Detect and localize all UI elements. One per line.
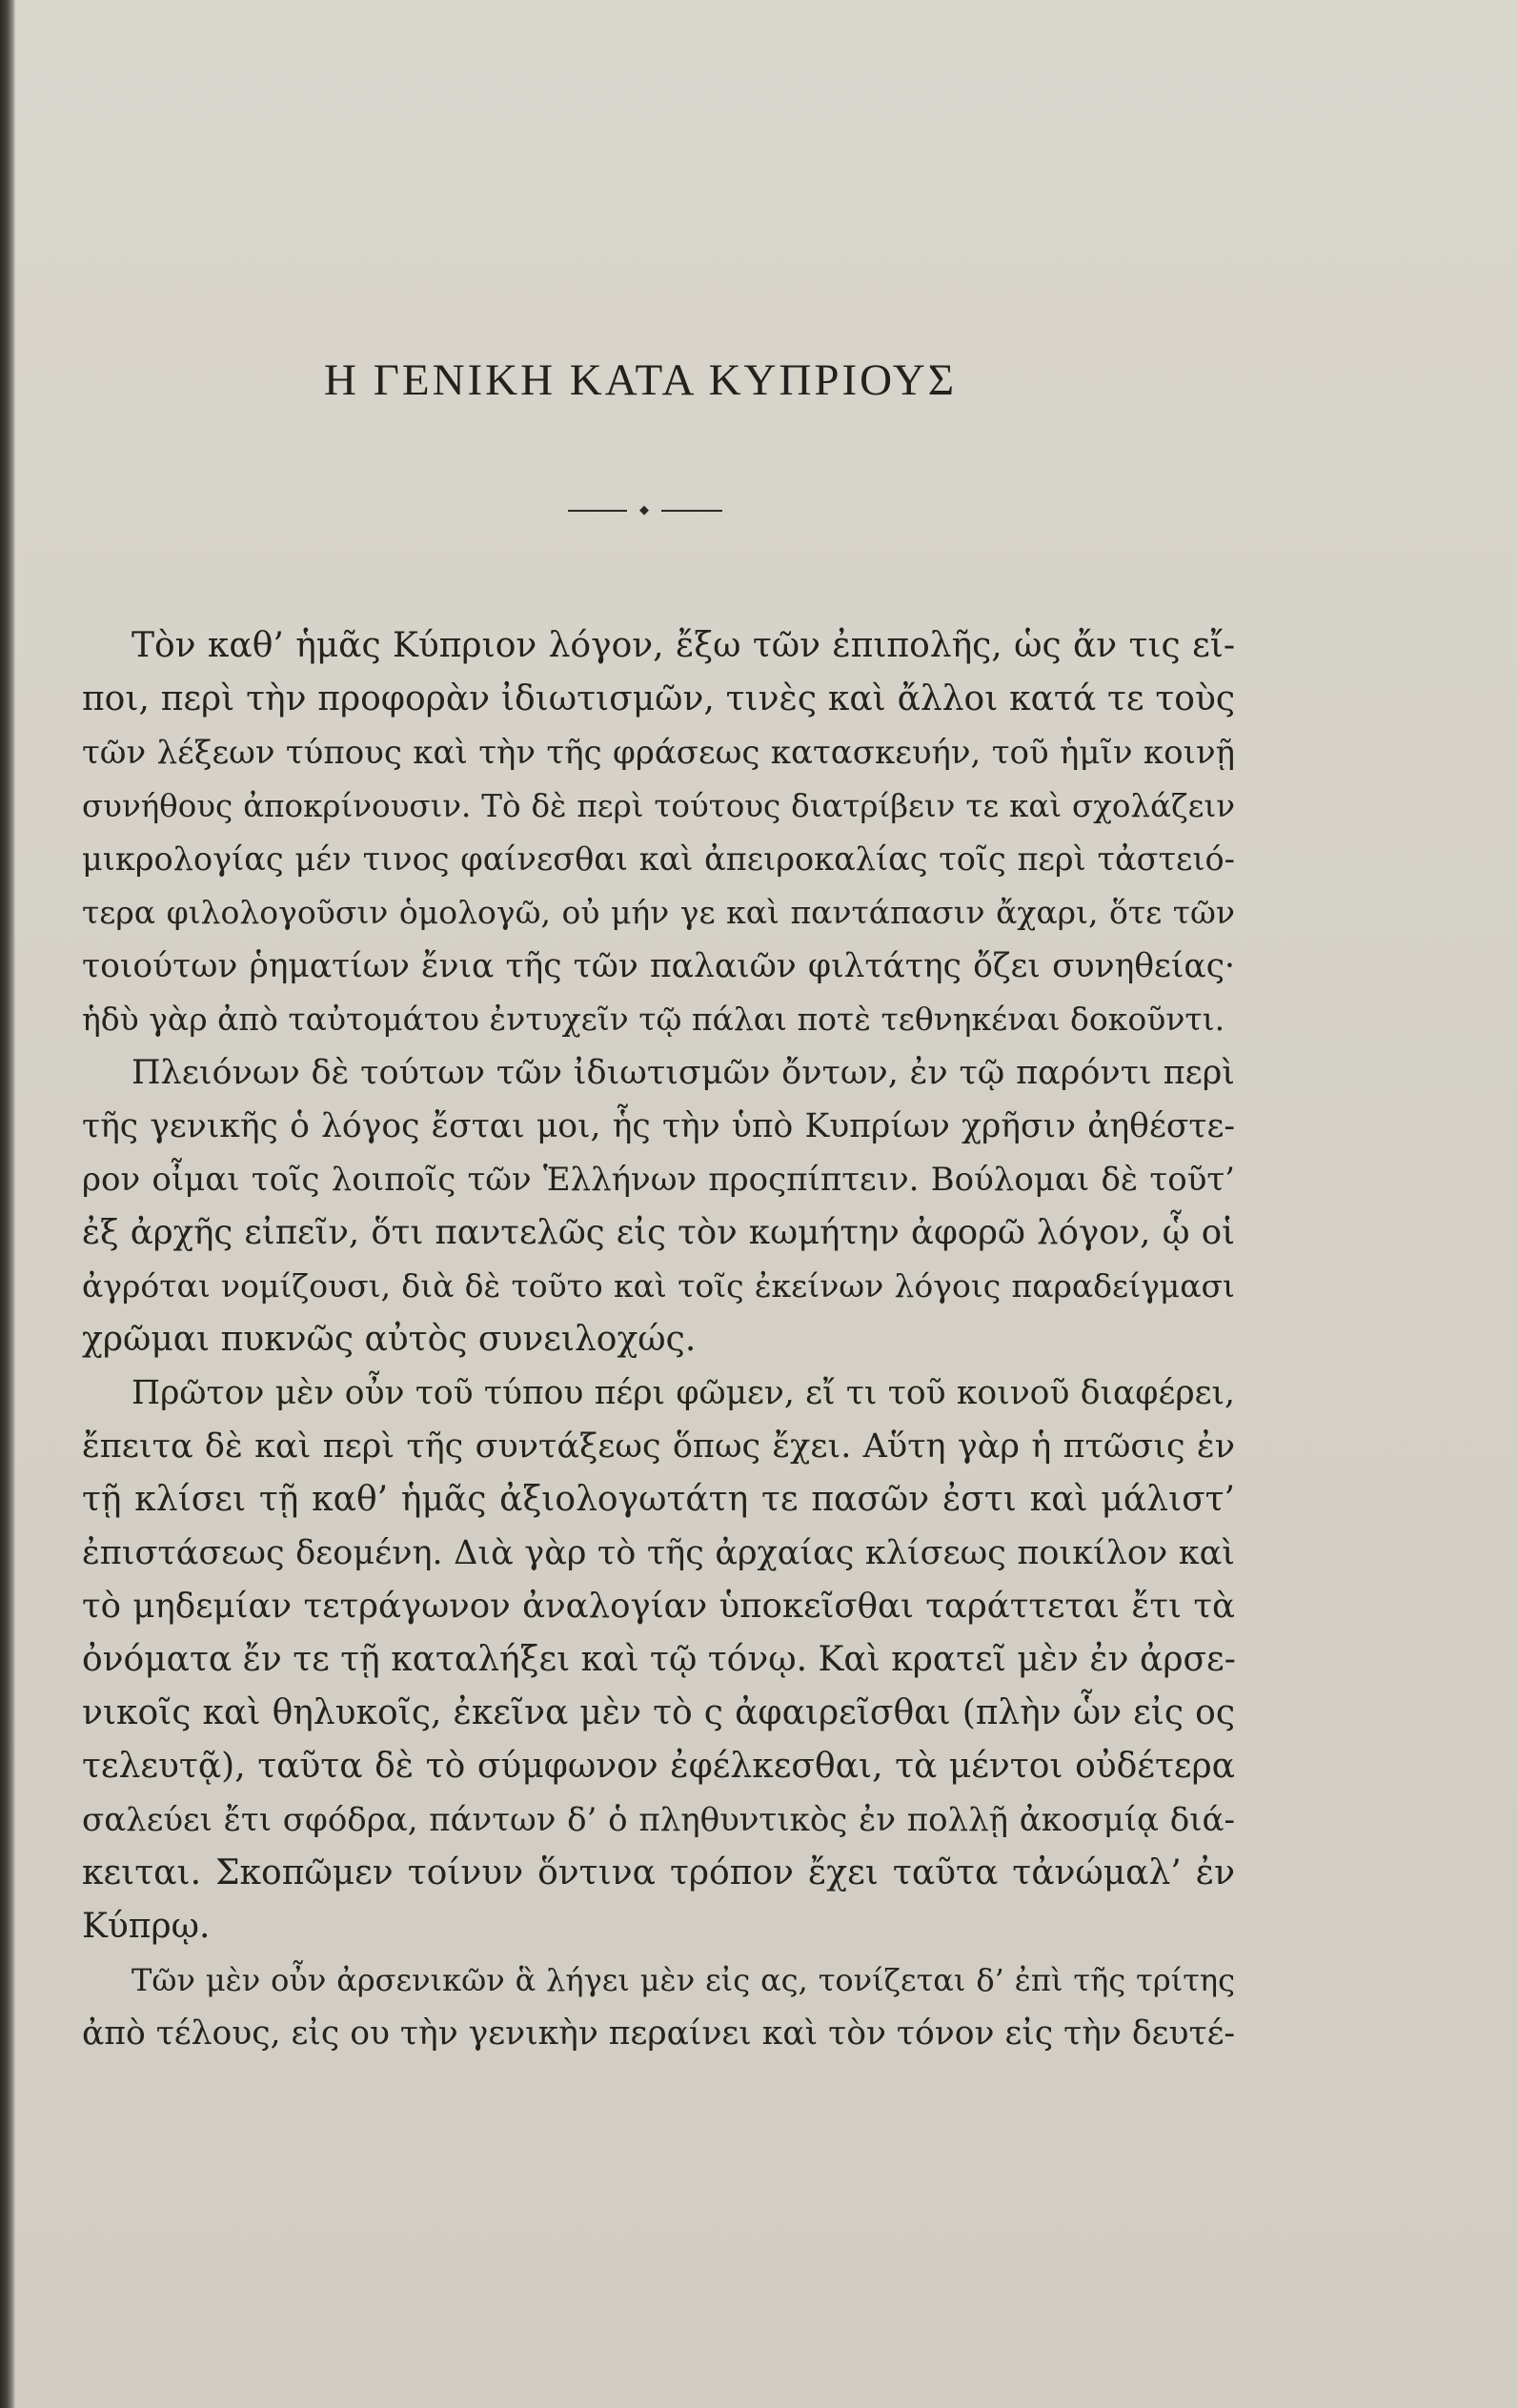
text-line: ποι, περὶ τὴν προφορὰν ἰδιωτισμῶν, τινὲς καὶ ἄλλοι κατά τε τοὺς	[82, 679, 1235, 718]
text-line: τῶν λέξεων τύπους καὶ τὴν τῆς φράσεως κατασκευήν, τοῦ ἡμῖν κοινῇ	[82, 734, 1235, 772]
chapter-title: Η ΓΕΝΙΚΗ ΚΑΤΑ ΚΥΠΡΙΟΥΣ	[324, 355, 958, 405]
ornament-rule-left	[568, 510, 627, 512]
text-line: τῆς γενικῆς ὁ λόγος ἔσται μοι, ἧς τὴν ὑπὸ Κυπρίων χρῆσιν ἀηθέστε-	[82, 1107, 1235, 1145]
text-line: ἐξ ἀρχῆς εἰπεῖν, ὅτι παντελῶς εἰς τὸν κωμήτην ἀφορῶ λόγον, ᾧ οἱ	[82, 1213, 1235, 1252]
ornament-rule-right	[661, 510, 722, 512]
ornament-diamond-icon: ◆	[639, 503, 649, 517]
binding-edge	[0, 0, 15, 2408]
text-line: τοιούτων ῥηματίων ἔνια τῆς τῶν παλαιῶν φιλτάτης ὄζει συνηθείας·	[82, 947, 1235, 985]
text-line: ἀπὸ τέλους, εἰς ου τὴν γενικὴν περαίνει καὶ τὸν τόνον εἰς τὴν δευτέ-	[82, 2014, 1236, 2053]
text-line: ἔπειτα δὲ καὶ περὶ τῆς συντάξεως ὅπως ἔχει. Αὕτη γὰρ ἡ πτῶσις ἐν	[82, 1427, 1235, 1466]
text-line: ἐπιστάσεως δεομένη. Διὰ γὰρ τὸ τῆς ἀρχαίας κλίσεως ποικίλον καὶ	[82, 1534, 1235, 1572]
text-line: Τὸν καθ’ ἡμᾶς Κύπριον λόγον, ἔξω τῶν ἐπιπολῆς, ὡς ἄν τις εἴ-	[132, 626, 1235, 665]
text-line: νικοῖς καὶ θηλυκοῖς, ἐκεῖνα μὲν τὸ ς ἀφαιρεῖσθαι (πλὴν ὧν εἰς ος	[82, 1693, 1235, 1732]
text-line: κειται. Σκοπῶμεν τοίνυν ὅντινα τρόπον ἔχει ταῦτα τἀνώμαλ’ ἐν	[82, 1853, 1235, 1892]
text-line: ἡδὺ γὰρ ἀπὸ ταὐτομάτου ἐντυχεῖν τῷ πάλαι ποτὲ τεθνηκέναι δοκοῦντι.	[82, 1001, 1225, 1038]
body-text	[82, 619, 1235, 2060]
text-line: Πρῶτον μὲν οὖν τοῦ τύπου πέρι φῶμεν, εἴ τι τοῦ κοινοῦ διαφέρει,	[132, 1374, 1235, 1412]
text-line: μικρολογίας μέν τινος φαίνεσθαι καὶ ἀπειροκαλίας τοῖς περὶ τἀστειό-	[82, 840, 1235, 878]
text-line: Τῶν μὲν οὖν ἀρσενικῶν ἃ λήγει μὲν εἰς ας, τονίζεται δ’ ἐπὶ τῆς τρίτης	[132, 1962, 1235, 1998]
text-line: συνήθους ἀποκρίνουσιν. Τὸ δὲ περὶ τούτους διατρίβειν τε καὶ σχολάζειν	[82, 788, 1235, 824]
text-line: Πλειόνων δὲ τούτων τῶν ἰδιωτισμῶν ὄντων, ἐν τῷ παρόντι περὶ	[132, 1054, 1235, 1092]
text-line: τελευτᾷ), ταῦτα δὲ τὸ σύμφωνον ἐφέλκεσθαι, τὰ μέντοι οὐδέτερα	[82, 1747, 1235, 1786]
text-line: τὸ μηδεμίαν τετράγωνον ἀναλογίαν ὑποκεῖσθαι ταράττεται ἔτι τὰ	[82, 1587, 1235, 1626]
text-line: ρον οἶμαι τοῖς λοιποῖς τῶν Ἑλλήνων προςπίπτειν. Βούλομαι δὲ τοῦτ’	[82, 1161, 1235, 1199]
text-line: τῇ κλίσει τῇ καθ’ ἡμᾶς ἀξιολογωτάτη τε πασῶν ἐστι καὶ μάλιστ’	[82, 1480, 1235, 1519]
text-line: σαλεύει ἔτι σφόδρα, πάντων δ’ ὁ πληθυντικὸς ἐν πολλῇ ἀκοσμίᾳ διά-	[82, 1801, 1235, 1839]
text-line: χρῶμαι πυκνῶς αὐτὸς συνειλοχώς.	[82, 1320, 697, 1359]
text-line: τερα φιλολογοῦσιν ὁμολογῶ, οὐ μήν γε καὶ παντάπασιν ἄχαρι, ὅτε τῶν	[82, 894, 1235, 931]
title-ornament	[568, 499, 722, 522]
text-line: Κύπρῳ.	[82, 1907, 211, 1946]
text-line: ἀγρόται νομίζουσι, διὰ δὲ τοῦτο καὶ τοῖς ἐκείνων λόγοις παραδείγμασι	[82, 1267, 1235, 1305]
text-line: ὀνόματα ἔν τε τῇ καταλήξει καὶ τῷ τόνῳ. Καὶ κρατεῖ μὲν ἐν ἀρσε-	[82, 1640, 1236, 1679]
